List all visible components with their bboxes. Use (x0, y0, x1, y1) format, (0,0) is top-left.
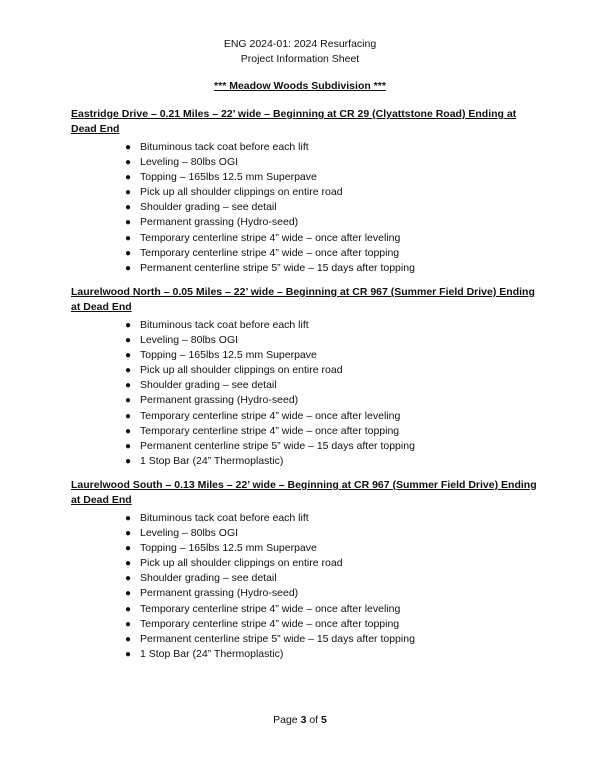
subdivision-title: *** Meadow Woods Subdivision *** (214, 80, 386, 92)
bullet-icon: ● (124, 217, 132, 229)
bullet-icon: ● (124, 558, 132, 570)
list-item: ● Pick up all shoulder clippings on entire road (71, 363, 541, 378)
bullet-icon: ● (124, 425, 132, 437)
bullet-icon: ● (124, 142, 132, 153)
bullet-icon: ● (124, 573, 132, 585)
bullet-icon: ● (124, 187, 132, 199)
list-item: ● Temporary centerline stripe 4” wide – once after leveling (71, 409, 541, 424)
section-heading: Laurelwood North – 0.05 Miles – 22’ wide – Beginning at CR 967 (Summer Field Drive) Ending at Dead End (71, 286, 535, 313)
page-footer (0, 714, 600, 726)
bullet-icon: ● (124, 588, 132, 600)
bullet-icon: ● (124, 335, 132, 347)
list-item: ● Leveling – 80lbs OGI (71, 333, 541, 348)
list-item: ● Permanent grassing (Hydro-seed) (71, 393, 541, 408)
total-page-number: 5 (321, 714, 327, 726)
document-header (0, 37, 600, 66)
work-item-list (71, 140, 541, 276)
list-item: ● Topping – 165lbs 12.5 mm Superpave (71, 541, 541, 556)
section-heading: Laurelwood South – 0.13 Miles – 22’ wide – Beginning at CR 967 (Summer Field Drive) Ending at Dead End (71, 479, 537, 506)
bullet-icon: ● (124, 603, 132, 615)
bullet-icon: ● (124, 455, 132, 467)
page-word: Page (273, 714, 298, 726)
bullet-icon: ● (124, 350, 132, 362)
bullet-icon: ● (124, 232, 132, 244)
list-item: ● Leveling – 80lbs OGI (71, 526, 541, 541)
work-item-list (71, 511, 541, 662)
project-title: ENG 2024-01: 2024 Resurfacing (223, 38, 377, 50)
bullet-icon: ● (124, 440, 132, 452)
bullet-icon: ● (124, 618, 132, 630)
list-item: ● Topping – 165lbs 12.5 mm Superpave (71, 170, 541, 185)
list-item: ● Pick up all shoulder clippings on entire road (71, 185, 541, 200)
list-item: ● 1 Stop Bar (24” Thermoplastic) (71, 454, 541, 469)
list-item: ● Temporary centerline stripe 4” wide – once after leveling (71, 602, 541, 617)
bullet-icon: ● (124, 513, 132, 524)
road-section-eastridge (71, 107, 541, 276)
bullet-icon: ● (124, 157, 132, 169)
list-item: ● Temporary centerline stripe 4” wide – once after leveling (71, 231, 541, 246)
list-item: ● Pick up all shoulder clippings on entire road (71, 556, 541, 571)
bullet-icon: ● (124, 395, 132, 407)
bullet-icon: ● (124, 528, 132, 540)
list-item: ● Bituminous tack coat before each lift (71, 140, 541, 155)
list-item: ● Temporary centerline stripe 4” wide – once after topping (71, 246, 541, 261)
bullet-icon: ● (124, 320, 132, 331)
bullet-icon: ● (124, 247, 132, 259)
bullet-icon: ● (124, 648, 132, 660)
work-item-list (71, 318, 541, 469)
list-item: ● Shoulder grading – see detail (71, 378, 541, 393)
bullet-icon: ● (124, 633, 132, 645)
road-section-laurelwood-south (71, 478, 541, 662)
sheet-title: Project Information Sheet (240, 52, 360, 65)
list-item: ● Topping – 165lbs 12.5 mm Superpave (71, 348, 541, 363)
current-page-number: 3 (300, 714, 307, 726)
list-item: ● Permanent grassing (Hydro-seed) (71, 586, 541, 601)
section-heading: Eastridge Drive – 0.21 Miles – 22’ wide – Beginning at CR 29 (Clyattstone Road) Ending at Dead End (71, 108, 517, 135)
of-word: of (309, 714, 319, 726)
list-item: ● Bituminous tack coat before each lift (71, 511, 541, 526)
list-item: ● Bituminous tack coat before each lift (71, 318, 541, 333)
list-item: ● Temporary centerline stripe 4” wide – once after topping (71, 424, 541, 439)
list-item: ● Shoulder grading – see detail (71, 200, 541, 215)
list-item: ● Permanent centerline stripe 5” wide – 15 days after topping (71, 261, 541, 276)
bullet-icon: ● (124, 410, 132, 422)
bullet-icon: ● (124, 380, 132, 392)
bullet-icon: ● (124, 202, 132, 214)
list-item: ● Temporary centerline stripe 4” wide – once after topping (71, 617, 541, 632)
bullet-icon: ● (124, 172, 132, 184)
list-item: ● Permanent grassing (Hydro-seed) (71, 215, 541, 230)
list-item: ● Permanent centerline stripe 5” wide – 15 days after topping (71, 632, 541, 647)
road-section-laurelwood-north (71, 285, 541, 469)
list-item: ● 1 Stop Bar (24” Thermoplastic) (71, 647, 541, 662)
bullet-icon: ● (124, 543, 132, 555)
bullet-icon: ● (124, 262, 132, 274)
list-item: ● Permanent centerline stripe 5” wide – 15 days after topping (71, 439, 541, 454)
bullet-icon: ● (124, 365, 132, 377)
list-item: ● Leveling – 80lbs OGI (71, 155, 541, 170)
list-item: ● Shoulder grading – see detail (71, 571, 541, 586)
